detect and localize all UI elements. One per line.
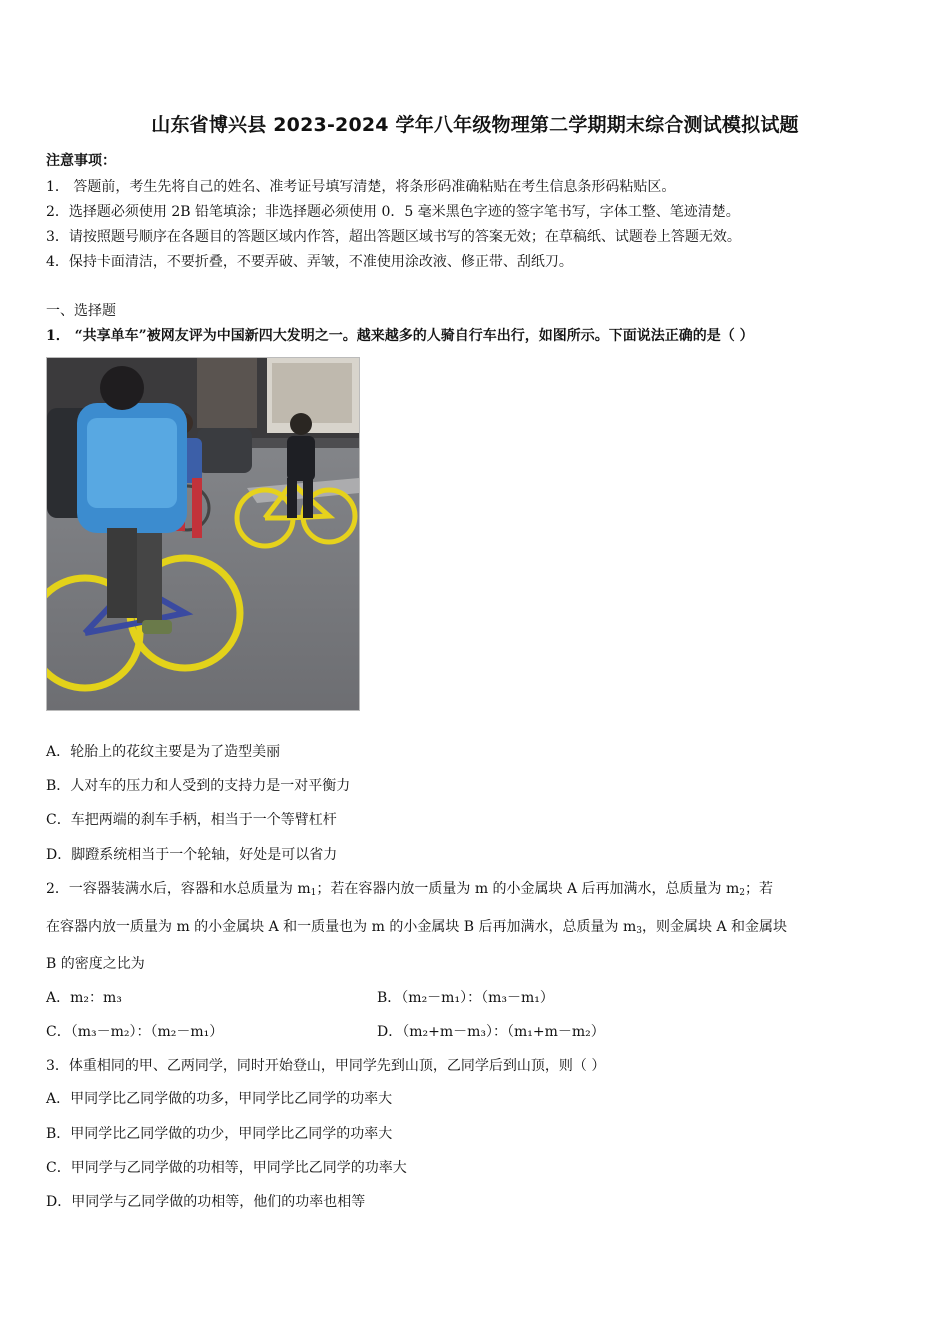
q3-option-c: C．甲同学与乙同学做的功相等，甲同学比乙同学的功率大 [46,1160,407,1176]
q3-option-b: B．甲同学比乙同学做的功少，甲同学比乙同学的功率大 [46,1126,393,1142]
notice-item-1: 1． 答题前，考生先将自己的姓名、准考证号填写清楚，将条形码准确粘贴在考生信息条形码粘贴区。 [46,179,676,195]
q1-option-d: D．脚蹬系统相当于一个轮轴，好处是可以省力 [46,847,338,863]
question-2-line-1: 2．一容器装满水后，容器和水总质量为 $m_1$；若在容器内放一质量为 m 的小金属块 A 后再加满水，总质量为 $m_2$；若 [46,881,774,898]
question-2-line-2: 在容器内放一质量为 m 的小金属块 A 和一质量也为 m 的小金属块 B 后再加满水，总质量为 $m_3$，则金属块 A 和金属块 [46,919,788,936]
q2-option-a: A．m₂：m₃ [46,990,122,1006]
notice-item-2: 2．选择题必须使用 2B 铅笔填涂；非选择题必须使用 0．5 毫米黑色字迹的签字笔书写，字体工整、笔迹清楚。 [46,204,740,220]
q3-option-a: A．甲同学比乙同学做的功多，甲同学比乙同学的功率大 [46,1091,393,1107]
q1-option-a: A．轮胎上的花纹主要是为了造型美丽 [46,744,281,760]
q2-option-b: B．（m₂－m₁）：（m₃－m₁） [377,990,554,1006]
shared-bike-photo [46,357,360,711]
notice-heading: 注意事项： [46,153,116,169]
q1-option-b: B．人对车的压力和人受到的支持力是一对平衡力 [46,778,351,794]
q2-option-d: D．（m₂+m－m₃）：（m₁+m－m₂） [377,1024,605,1040]
q1-option-c: C．车把两端的刹车手柄，相当于一个等臂杠杆 [46,812,337,828]
section-heading: 一、选择题 [46,303,116,319]
question-1-stem: 1． “共享单车”被网友评为中国新四大发明之一。越来越多的人骑自行车出行，如图所示。下面说法正确的是（ ） [46,328,754,344]
question-3-stem: 3．体重相同的甲、乙两同学，同时开始登山，甲同学先到山顶，乙同学后到山顶，则（ ） [46,1058,606,1074]
question-2-line-3: B 的密度之比为 [46,956,145,972]
q2-option-c: C．（m₃－m₂）：（m₂－m₁） [46,1024,224,1040]
q3-option-d: D．甲同学与乙同学做的功相等，他们的功率也相等 [46,1194,366,1210]
notice-item-3: 3．请按照题号顺序在各题目的答题区域内作答，超出答题区域书写的答案无效；在草稿纸、试题卷上答题无效。 [46,229,741,245]
notice-item-4: 4．保持卡面清洁，不要折叠，不要弄破、弄皱，不准使用涂改液、修正带、刮纸刀。 [46,254,573,270]
page-title: 山东省博兴县 2023-2024 学年八年级物理第二学期期末综合测试模拟试题 [151,114,799,136]
